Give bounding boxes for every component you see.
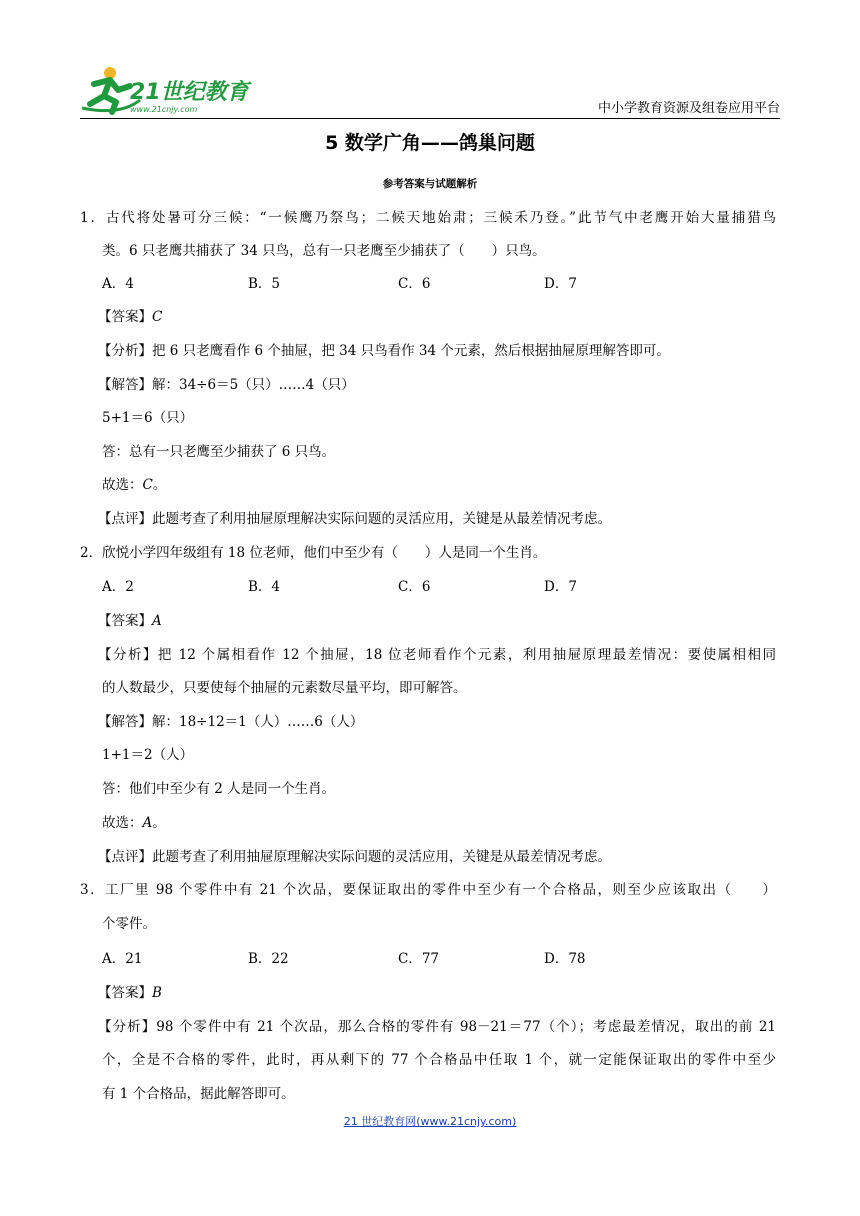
q3-analysis-line3: 有 1 个合格品，据此解答即可。: [102, 1086, 295, 1102]
q1-solution-line1: 【解答】解：34÷6＝5（只）……4（只）: [98, 377, 355, 393]
answer-label: 【答案】: [98, 309, 152, 325]
runner-logo-icon: [80, 64, 260, 116]
q1-option-a: A．4: [102, 276, 134, 292]
q3-option-c: C．77: [398, 951, 440, 967]
choose-value: C: [142, 477, 153, 493]
q3-stem-line1: 3．工厂里 98 个零件中有 21 个次品，要保证取出的零件中至少有一个合格品，则至少应该取出（ ）: [80, 882, 776, 898]
q2-choose: [102, 814, 166, 832]
q2-analysis-line2: 的人数最少，只要使每个抽屉的元素数尽量平均，即可解答。: [102, 680, 467, 696]
logo: [80, 64, 260, 116]
q2-option-b: B．4: [248, 579, 281, 595]
q1-option-b: B．5: [248, 276, 281, 292]
page-subtitle: 参考答案与试题解析: [382, 178, 478, 190]
page-title: 5 数学广角——鸽巢问题: [325, 132, 535, 154]
svg-text:www.21cnjy.com: www.21cnjy.com: [130, 105, 198, 114]
q3-option-d: D．78: [544, 951, 586, 967]
q1-reply: 答：总有一只老鹰至少捕获了 6 只鸟。: [102, 444, 336, 460]
q1-option-d: D．7: [544, 276, 577, 292]
answer-label: 【答案】: [98, 613, 152, 629]
choose-value: A: [142, 815, 153, 831]
q1-analysis: 【分析】把 6 只老鹰看作 6 个抽屉，把 34 只鸟看作 34 个元素，然后根据抽屉原理解答即可。: [98, 343, 670, 359]
choose-label: 故选：: [102, 477, 143, 493]
q1-comment: 【点评】此题考查了利用抽屉原理解决实际问题的灵活应用，关键是从最差情况考虑。: [98, 511, 611, 527]
q2-option-d: D．7: [544, 579, 577, 595]
q2-stem-line1: 2．欣悦小学四年级组有 18 位老师，他们中至少有（ ）人是同一个生肖。: [80, 545, 547, 561]
q3-analysis-line2: 个，全是不合格的零件，此时，再从剩下的 77 个合格品中任取 1 个，就一定能保证取出的零件中至少: [102, 1052, 776, 1068]
q3-stem-line2: 个零件。: [102, 916, 156, 932]
q1-option-c: C．6: [398, 276, 431, 292]
q1-stem-line1: 1．古代将处暑可分三候：“一候鹰乃祭鸟；二候天地始肃；三候禾乃登。”此节气中老鹰开始大量捕猎鸟: [80, 210, 776, 226]
answer-value: C: [152, 309, 163, 325]
answer-value: B: [152, 985, 162, 1001]
q1-solution-line2: 5+1＝6（只）: [102, 410, 194, 426]
page-header: [80, 64, 780, 120]
svg-text:21世纪教育: 21世纪教育: [130, 80, 249, 105]
choose-end: 。: [152, 477, 167, 493]
platform-name: 中小学教育资源及组卷应用平台: [597, 101, 780, 116]
q2-reply: 答：他们中至少有 2 人是同一个生肖。: [102, 781, 336, 797]
q2-solution-line1: 【解答】解：18÷12＝1（人）……6（人）: [98, 714, 364, 730]
q1-stem-line2: 类。6 只老鹰共捕获了 34 只鸟，总有一只老鹰至少捕获了（ ）只鸟。: [102, 243, 546, 259]
answer-label: 【答案】: [98, 985, 152, 1001]
q2-analysis-line1: 【分析】把 12 个属相看作 12 个抽屉，18 位老师看作个元素，利用抽屉原理最差情况：要使属相相同: [98, 647, 776, 663]
choose-end: 。: [152, 815, 166, 831]
footer-link[interactable]: 21 世纪教育网(www.21cnjy.com): [343, 1115, 517, 1128]
q2-solution-line2: 1+1＝2（人）: [102, 747, 194, 763]
q2-option-a: A．2: [102, 579, 134, 595]
q2-comment: 【点评】此题考查了利用抽屉原理解决实际问题的灵活应用，关键是从最差情况考虑。: [98, 849, 611, 865]
q3-option-b: B．22: [248, 951, 289, 967]
q2-answer: [98, 612, 162, 630]
choose-label: 故选：: [102, 815, 143, 831]
q3-answer: [98, 984, 162, 1002]
q3-analysis-line1: 【分析】98 个零件中有 21 个次品，那么合格的零件有 98－21＝77（个）；考虑最差情况，取出的前 21: [98, 1019, 776, 1035]
header-divider: [80, 118, 780, 119]
q1-choose: [102, 476, 166, 494]
answer-value: A: [152, 613, 162, 629]
q1-answer: [98, 308, 162, 326]
q3-option-a: A．21: [102, 951, 143, 967]
q2-option-c: C．6: [398, 579, 431, 595]
